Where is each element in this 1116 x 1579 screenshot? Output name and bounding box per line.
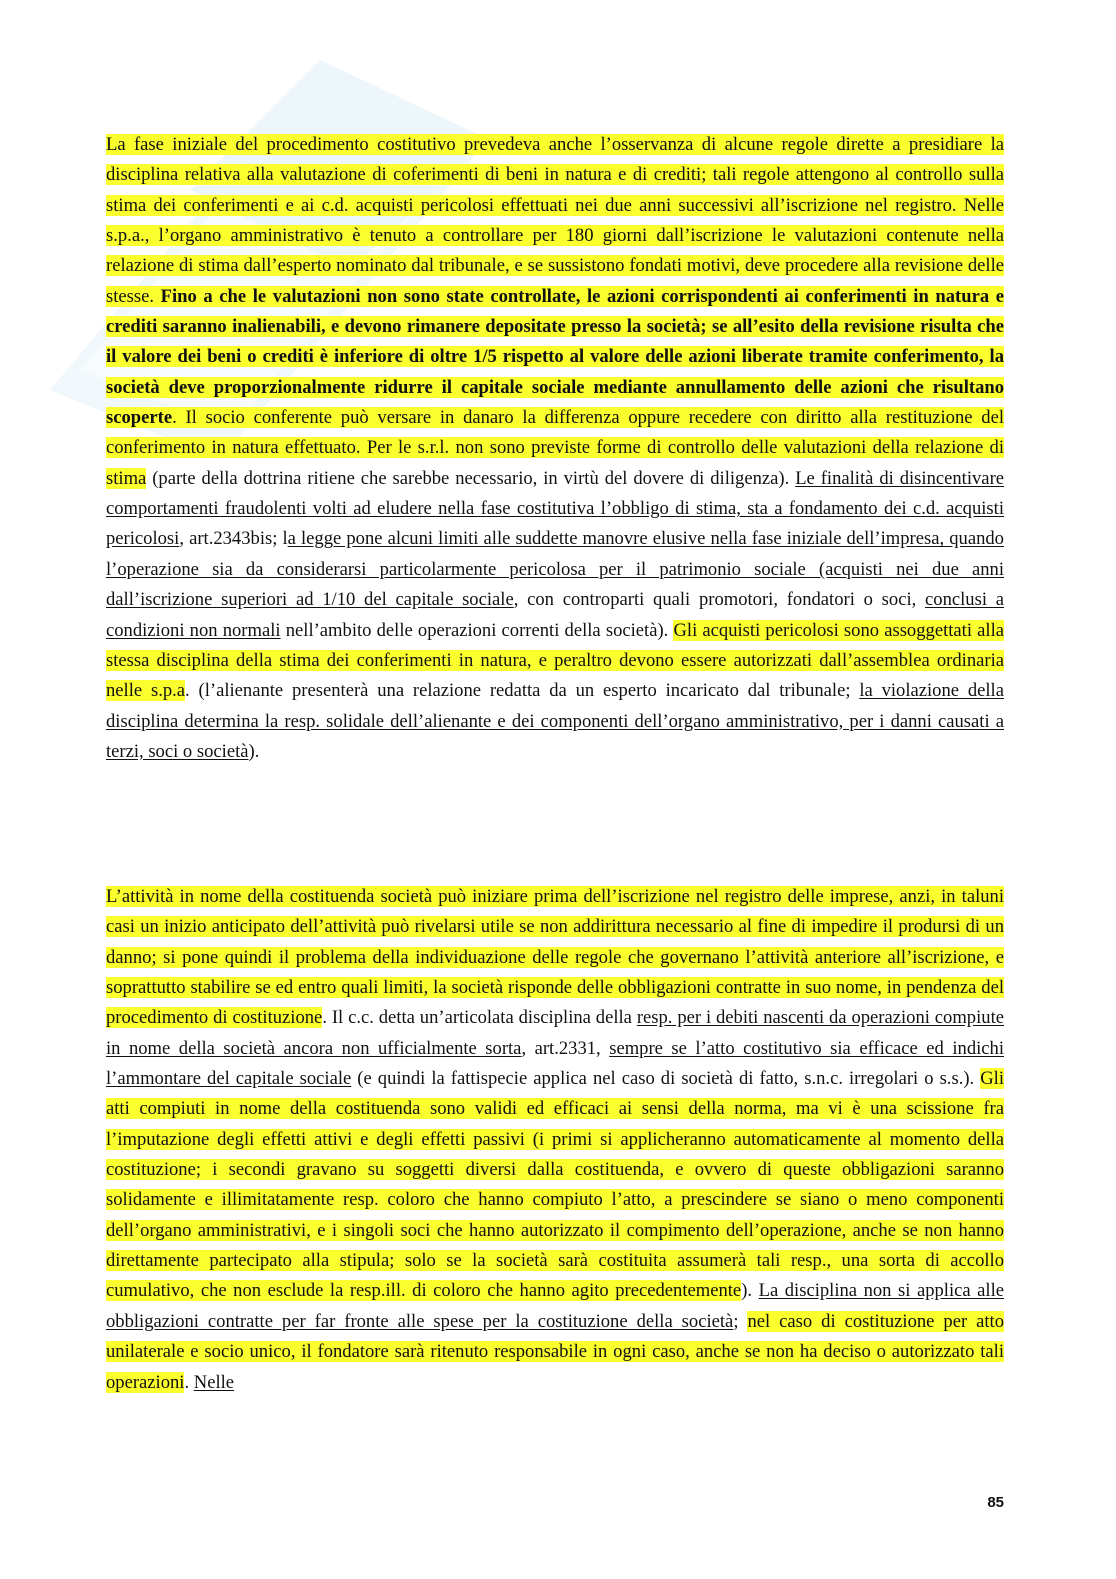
text-segment-underlined: sempre se l’atto costitutivo sia efficace ed indichi l’ammontare del capitale sociale — [106, 1037, 1004, 1090]
text-segment-underlined: La disciplina non si applica alle obbligazioni contratte per far fronte alle spese per la costituzione della società — [106, 1280, 1005, 1332]
text-segment-underlined: Le finalità di disincentivare comportamenti fraudolenti volti ad eludere nella fase costitutiva l’obbligo di stima, sta a fondamento dei c.d. acquisti pericolosi — [106, 467, 1005, 550]
text-segment-underlined: conclusi a condizioni non normali — [106, 589, 1004, 641]
page-number: 85 — [987, 1494, 1004, 1511]
text-segment: , art.2343bis; l — [179, 528, 288, 550]
text-segment: nel caso di costituzione per atto unilaterale e socio unico, il fondatore sarà ritenuto responsabile in ogni caso, anche se non ha deciso o autorizzato tali operazioni — [106, 1310, 1004, 1393]
text-segment: La fase iniziale del procedimento costitutivo prevedeva anche l’osservanza di alcune regole dirette a presidiare la disciplina relativa alla valutazione di coferimenti di beni in natura e di crediti; tali regole attengono al controllo sulla stima dei conferimenti e ai c.d. acquisti pericolosi effettuati nei due anni successivi all’iscrizione nel registro. Nelle s.p.a., l’organo amministrativo è tenuto a controllare per 180 giorni dall’iscrizione le valutazioni contenute nella relazione di stima dall’esperto nominato dal tribunale, e se sussistono fondati motivi, deve procedere alla revisione delle stesse. — [106, 134, 1004, 307]
text-segment: Gli acquisti pericolosi sono assoggettati alla stessa disciplina della stima dei conferimenti in natura, e peraltro devono essere autorizzati dall’assemblea ordinaria nelle s.p.a — [106, 619, 1004, 702]
text-segment-underlined: Nelle — [193, 1371, 235, 1393]
text-segment: . Il socio conferente può versare in danaro la differenza oppure recedere con diritto alla restituzione del conferimento in natura effettuato. Per le s.r.l. non sono previste forme di controllo delle valutazioni della relazione di stima — [106, 407, 1004, 489]
text-segment: ; — [733, 1310, 748, 1332]
text-segment: ). — [741, 1280, 759, 1302]
text-segment-underlined: a legge pone alcuni limiti alle suddette manovre elusive nella fase iniziale dell’impresa, quando l’operazione sia da considerarsi particolarmente pericolosa per il patrimonio sociale (acquisti nei due anni dall’iscrizione superiori ad 1/10 del capitale sociale — [106, 528, 1004, 611]
text-segment: nell’ambito delle operazioni correnti della società). — [280, 619, 674, 641]
text-segment: . Il c.c. detta un’articolata disciplina della — [322, 1007, 637, 1029]
text-segment-bold: Fino a che le valutazioni non sono state controllate, le azioni corrispondenti ai conferimenti in natura e crediti saranno inalienabili, e devono rimanere depositate presso la società; se all’esito della revisione risulta che il valore dei beni o crediti è inferiore di oltre 1/5 rispetto al valore delle azioni liberate tramite conferimento, la società deve proporzionalmente ridurre il capitale sociale mediante annullamento delle azioni che risultano scoperte — [106, 285, 1004, 429]
text-segment: , con controparti quali promotori, fondatori o soci, — [513, 589, 926, 611]
text-segment-underlined: la violazione della disciplina determina la resp. solidale dell’alienante e dei componenti dell’organo amministrativo, per i danni causati a terzi, soci o società — [106, 680, 1004, 762]
paragraph-attivita-costituenda — [106, 882, 1004, 1398]
text-segment: . (l’alienante presenterà una relazione redatta da un esperto incaricato dal tribunale; — [185, 680, 860, 702]
text-segment: , art.2331, — [521, 1037, 610, 1059]
text-segment-underlined: resp. per i debiti nascenti da operazioni compiute in nome della società ancora non ufficialmente sorta — [106, 1007, 1004, 1059]
text-segment: ). — [248, 740, 260, 762]
text-segment: Gli atti compiuti in nome della costituenda sono validi ed efficaci ai sensi della norma, ma vi è una scissione fra l’imputazione degli effetti attivi e degli effetti passivi (i primi si applicheranno automaticamente al momento della costituzione; i secondi gravano su soggetti diversi dalla costituenda, e ovvero di queste obbligazioni saranno solidamente e illimitatamente resp. coloro che hanno compiuto l’atto, a prescindere se siano o meno componenti dell’organo amministrativi, e i singoli soci che hanno autorizzato il compimento dell’operazione, anche se non hanno direttamente partecipato alla stipula; solo se la società sarà costituita assumerà tali resp., una sorta di accollo cumulativo, che non esclude la resp.ill. di coloro che hanno agito precedentemente — [106, 1068, 1004, 1302]
text-segment: (parte della dottrina ritiene che sarebbe necessario, in virtù del dovere di diligenza). — [146, 467, 796, 489]
text-segment: (e quindi la fattispecie applica nel caso di società di fatto, s.n.c. irregolari o s.s.). — [351, 1068, 981, 1090]
text-segment: L’attività in nome della costituenda società può iniziare prima dell’iscrizione nel registro delle imprese, anzi, in taluni casi un inizio anticipato dell’attività può rivelarsi utile se non addirittura necessario al fine di impedire il prodursi di un danno; si pone quindi il problema della individuazione delle regole che governano l’attività anteriore all’iscrizione, e soprattutto stabilire se ed entro quali limiti, la società risponde delle obbligazioni contratte in suo nome, in pendenza del procedimento di costituzione — [106, 886, 1004, 1029]
text-segment: . — [184, 1371, 194, 1393]
paragraph-valutazione-conferimenti — [106, 130, 1004, 767]
